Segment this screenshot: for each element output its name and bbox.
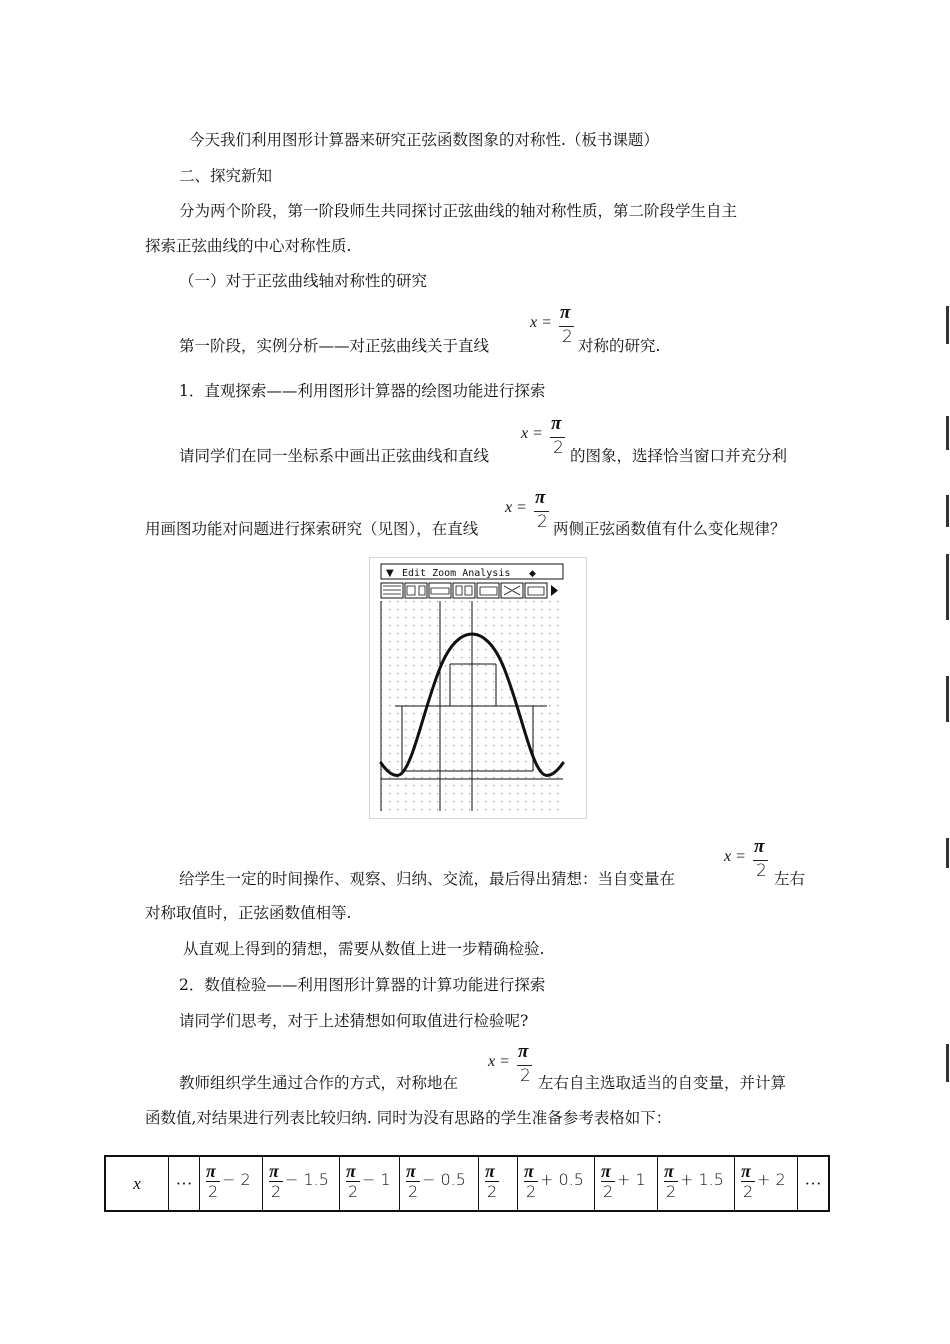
subsection-heading: （一）对于正弦曲线轴对称性的研究	[179, 272, 428, 290]
paragraph-explore-a: 用画图功能对问题进行探索研究（见图），在直线	[145, 520, 479, 538]
paragraph-draw-b: 的图象，选择恰当窗口并充分利	[570, 447, 788, 465]
table-cell: π 2 + 0.5	[518, 1156, 595, 1211]
table-cell: π 2 − 2	[200, 1156, 263, 1211]
table-ellipsis-right: ···	[798, 1156, 830, 1211]
paragraph-conjecture-b: 左右	[774, 870, 806, 888]
menu-dropdown-icon: ▼	[386, 568, 394, 579]
graphing-calculator-screenshot	[369, 557, 587, 819]
step-two-heading: 2．数值检验——利用图形计算器的计算功能进行探索	[179, 976, 546, 994]
table-cell: π 2 − 1	[340, 1156, 400, 1211]
calculator-menu-bar	[381, 564, 563, 579]
sine-graph	[381, 601, 563, 811]
reference-table	[104, 1155, 830, 1212]
paragraph-stages-2: 探索正弦曲线的中心对称性质.	[145, 237, 352, 255]
paragraph-stages-1: 分为两个阶段，第一阶段师生共同探讨正弦曲线的轴对称性质，第二阶段学生自主	[179, 202, 738, 220]
margin-mark	[946, 676, 949, 722]
paragraph-teacher-b: 左右自主选取适当的自变量，并计算	[538, 1074, 787, 1092]
menu-diamond-icon: ◆	[529, 569, 536, 579]
table-cell: π 2 − 1.5	[263, 1156, 340, 1211]
paragraph-draw-a: 请同学们在同一坐标系中画出正弦曲线和直线	[179, 447, 490, 465]
paragraph-stage-one-b: 对称的研究.	[578, 337, 661, 355]
step-one-heading: 1．直观探索——利用图形计算器的绘图功能进行探索	[179, 382, 546, 400]
margin-mark	[946, 554, 949, 620]
paragraph-conjecture-a: 给学生一定的时间操作、观察、归纳、交流，最后得出猜想：当自变量在	[179, 870, 676, 888]
paragraph-explore-b: 两侧正弦函数值有什么变化规律？	[553, 520, 786, 538]
paragraph-verify: 从直观上得到的猜想，需要从数值上进一步精确检验.	[183, 940, 545, 958]
margin-mark	[946, 838, 949, 868]
paragraph-question: 请同学们思考，对于上述猜想如何取值进行检验呢?	[179, 1012, 529, 1030]
margin-mark	[946, 416, 949, 450]
table-row	[105, 1156, 829, 1211]
section-heading: 二、探究新知	[179, 167, 273, 185]
paragraph-stage-one-a: 第一阶段，实例分析——对正弦曲线关于直线	[179, 337, 490, 355]
table-cell: π 2 − 0.5	[400, 1156, 479, 1211]
margin-mark	[946, 306, 949, 344]
table-cell: π 2 + 2	[735, 1156, 798, 1211]
paragraph-teacher-c: 函数值,对结果进行列表比较归纳. 同时为没有思路的学生准备参考表格如下：	[145, 1109, 672, 1127]
paragraph-intro: 今天我们利用图形计算器来研究正弦函数图象的对称性.（板书课题）	[189, 131, 659, 149]
table-cell: π 2 + 1.5	[658, 1156, 735, 1211]
paragraph-conjecture-c: 对称取值时，正弦函数值相等.	[145, 904, 352, 922]
table-ellipsis-left: ···	[169, 1156, 200, 1211]
table-header-x: x	[105, 1156, 169, 1211]
margin-mark	[946, 1044, 949, 1082]
menu-label: Edit Zoom Analysis	[402, 568, 511, 579]
table-cell: $\frac{\pi}{2}$	[479, 1156, 518, 1211]
paragraph-teacher-a: 教师组织学生通过合作的方式，对称地在	[179, 1074, 459, 1092]
margin-mark	[946, 495, 949, 527]
calculator-toolbar	[381, 583, 558, 598]
table-cell: π 2 + 1	[595, 1156, 658, 1211]
